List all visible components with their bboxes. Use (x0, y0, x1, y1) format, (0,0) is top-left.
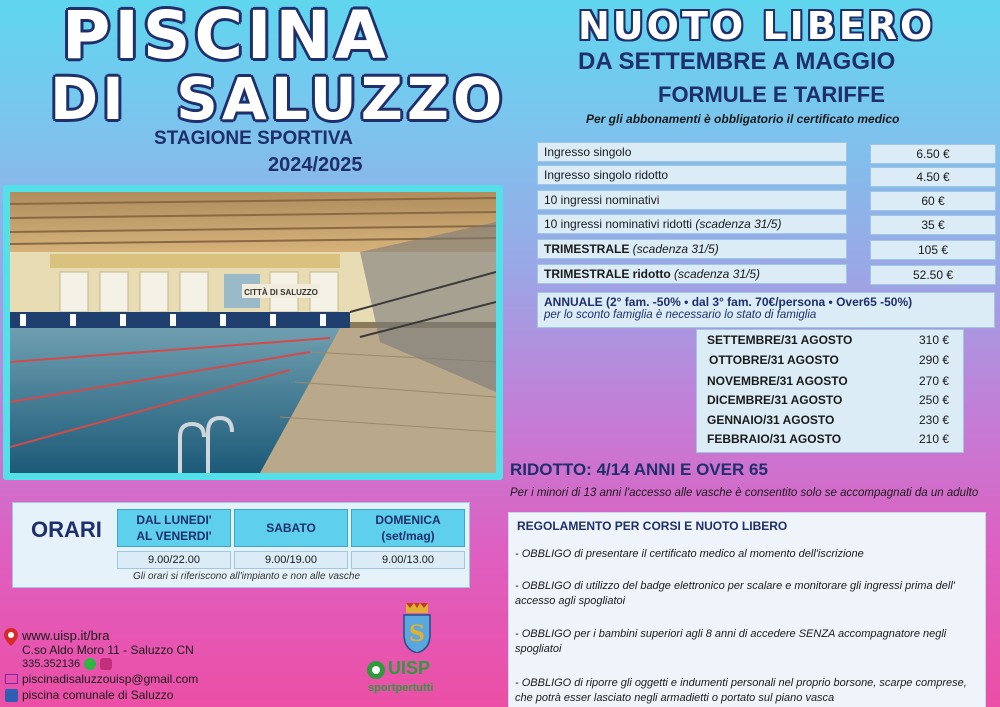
rules-title: REGOLAMENTO PER CORSI E NUOTO LIBERO (517, 519, 788, 533)
hours-label: ORARI (31, 517, 102, 542)
hours-day-line1: DOMENICA (375, 513, 441, 527)
uisp-logo (366, 656, 450, 704)
photo-sign: CITTÀ DI SALUZZO (244, 288, 318, 297)
whatsapp-icon (84, 658, 96, 670)
price-label-0 (537, 142, 847, 162)
rule-item: - OBBLIGO di utilizzo del badge elettronico per scalare e monitorare gli ingressi prima dell' accesso agli spogliatoi (515, 580, 955, 607)
header-subtitle: FORMULE E TARIFFE (658, 82, 885, 107)
annual-list (696, 329, 964, 453)
price-label-3 (537, 214, 847, 234)
annual-period: NOVEMBRE/31 AGOSTO (707, 374, 848, 388)
pool-illustration (10, 192, 496, 473)
annual-title: ANNUALE (2° fam. -50% • dal 3° fam. 70€/persona • Over65 -50%) (544, 295, 913, 309)
contact-address: C.so Aldo Moro 11 - Saluzzo CN (22, 643, 194, 657)
coat-of-arms-icon (400, 603, 434, 653)
uisp-brand: UISP (388, 658, 431, 678)
rules-box (508, 512, 986, 707)
season-years: 2024/2025 (268, 154, 363, 176)
price-label-text: TRIMESTRALE (544, 242, 630, 256)
annual-price: 290 € (918, 353, 949, 367)
title-line2: DI SALUZZO (50, 65, 507, 133)
price-label-text: Ingresso singolo ridotto (544, 168, 669, 182)
price-label-note: (scadenza 31/5) (629, 242, 719, 256)
price-label-2 (537, 190, 847, 210)
annual-period: DICEMBRE/31 AGOSTO (707, 393, 843, 407)
instagram-icon (100, 658, 112, 670)
price-value-4: 105 € (870, 240, 996, 260)
price-label-1 (537, 165, 847, 185)
reduced-note: Per i minori di 13 anni l'accesso alle vasche è consentito solo se accompagnati da un adulto (510, 487, 979, 499)
annual-period: SETTEMBRE/31 AGOSTO (707, 333, 853, 347)
annual-row (697, 413, 963, 432)
location-pin-icon (4, 628, 18, 646)
price-label-text: TRIMESTRALE ridotto (544, 267, 671, 281)
price-value-5: 52.50 € (870, 265, 996, 285)
contact-facebook[interactable]: piscina comunale di Saluzzo (22, 688, 174, 702)
annual-row (697, 432, 963, 451)
price-value-0: 6.50 € (870, 144, 996, 164)
price-label-4 (537, 239, 847, 259)
price-label-text: 10 ingressi nominativi (544, 193, 660, 207)
hours-time-weekdays: 9.00/22.00 (117, 551, 231, 569)
price-label-note: (scadenza 31/5) (670, 267, 761, 281)
price-label-text: Ingresso singolo (544, 145, 632, 159)
email-icon (5, 674, 18, 684)
annual-box (537, 292, 995, 328)
pool-photo (10, 192, 496, 473)
hours-day-line1: SABATO (266, 521, 316, 535)
rule-item: - OBBLIGO per i bambini superiori agli 8 anni di accedere SENZA accompagnatore negli spogliatoi (515, 628, 947, 655)
hours-header-saturday (234, 509, 348, 547)
hours-day-line2: (set/mag) (381, 529, 435, 543)
annual-price: 270 € (918, 374, 949, 388)
price-value-2: 60 € (870, 191, 996, 211)
hours-day-line2: AL VENERDI' (136, 529, 212, 543)
title-line1: PISCINA (62, 0, 390, 74)
svg-text:S: S (409, 621, 425, 647)
pool-photo-frame (3, 185, 503, 480)
rule-item: - OBBLIGO di presentare il certificato medico al momento dell'iscrizione (515, 548, 864, 560)
price-value-3: 35 € (870, 215, 996, 235)
hours-box (12, 502, 470, 588)
header-main: NUOTO LIBERO (578, 4, 936, 48)
hours-header-weekdays (117, 509, 231, 547)
annual-row (697, 393, 963, 412)
hours-time-sunday: 9.00/13.00 (351, 551, 465, 569)
price-value-1: 4.50 € (870, 167, 996, 187)
reduced-title: RIDOTTO: 4/14 ANNI E OVER 65 (510, 460, 768, 479)
annual-price: 210 € (918, 432, 949, 446)
annual-row (697, 333, 963, 352)
annual-period: GENNAIO/31 AGOSTO (707, 413, 835, 427)
rule-item: - OBBLIGO di riporre gli oggetti e indumenti personali nel proprio borsone, scarpe comprese, che potrà esser lasciato negli armadietti o portato sul piano vasca (515, 677, 967, 704)
header-period: DA SETTEMBRE A MAGGIO (578, 48, 896, 75)
facebook-icon (5, 689, 18, 702)
annual-price: 230 € (918, 413, 949, 427)
uisp-tagline: sportpertutti (368, 682, 434, 694)
hours-time-saturday: 9.00/19.00 (234, 551, 348, 569)
price-label-5 (537, 264, 847, 284)
annual-price: 310 € (918, 333, 949, 347)
contact-phone[interactable]: 335.352136 (22, 658, 81, 670)
hours-header-sunday (351, 509, 465, 547)
contact-email[interactable]: piscinadisaluzzouisp@gmail.com (22, 672, 199, 686)
annual-note: per lo sconto famiglia è necessario lo stato di famiglia (544, 309, 817, 321)
annual-row (697, 374, 963, 393)
price-label-text: 10 ingressi nominativi ridotti (544, 217, 693, 231)
contact-web[interactable]: www.uisp.it/bra (22, 628, 110, 643)
hours-note: Gli orari si riferiscono all'impianto e non alle vasche (133, 571, 361, 582)
header-note: Per gli abbonamenti è obbligatorio il certificato medico (586, 112, 900, 126)
annual-period: FEBBRAIO/31 AGOSTO (707, 432, 842, 446)
annual-period: OTTOBRE/31 AGOSTO (709, 353, 839, 367)
annual-row (697, 353, 963, 372)
hours-day-line1: DAL LUNEDI' (136, 513, 212, 527)
season-label: STAGIONE SPORTIVA (154, 128, 353, 149)
annual-price: 250 € (918, 393, 949, 407)
price-label-note: (scadenza 31/5) (692, 217, 782, 231)
